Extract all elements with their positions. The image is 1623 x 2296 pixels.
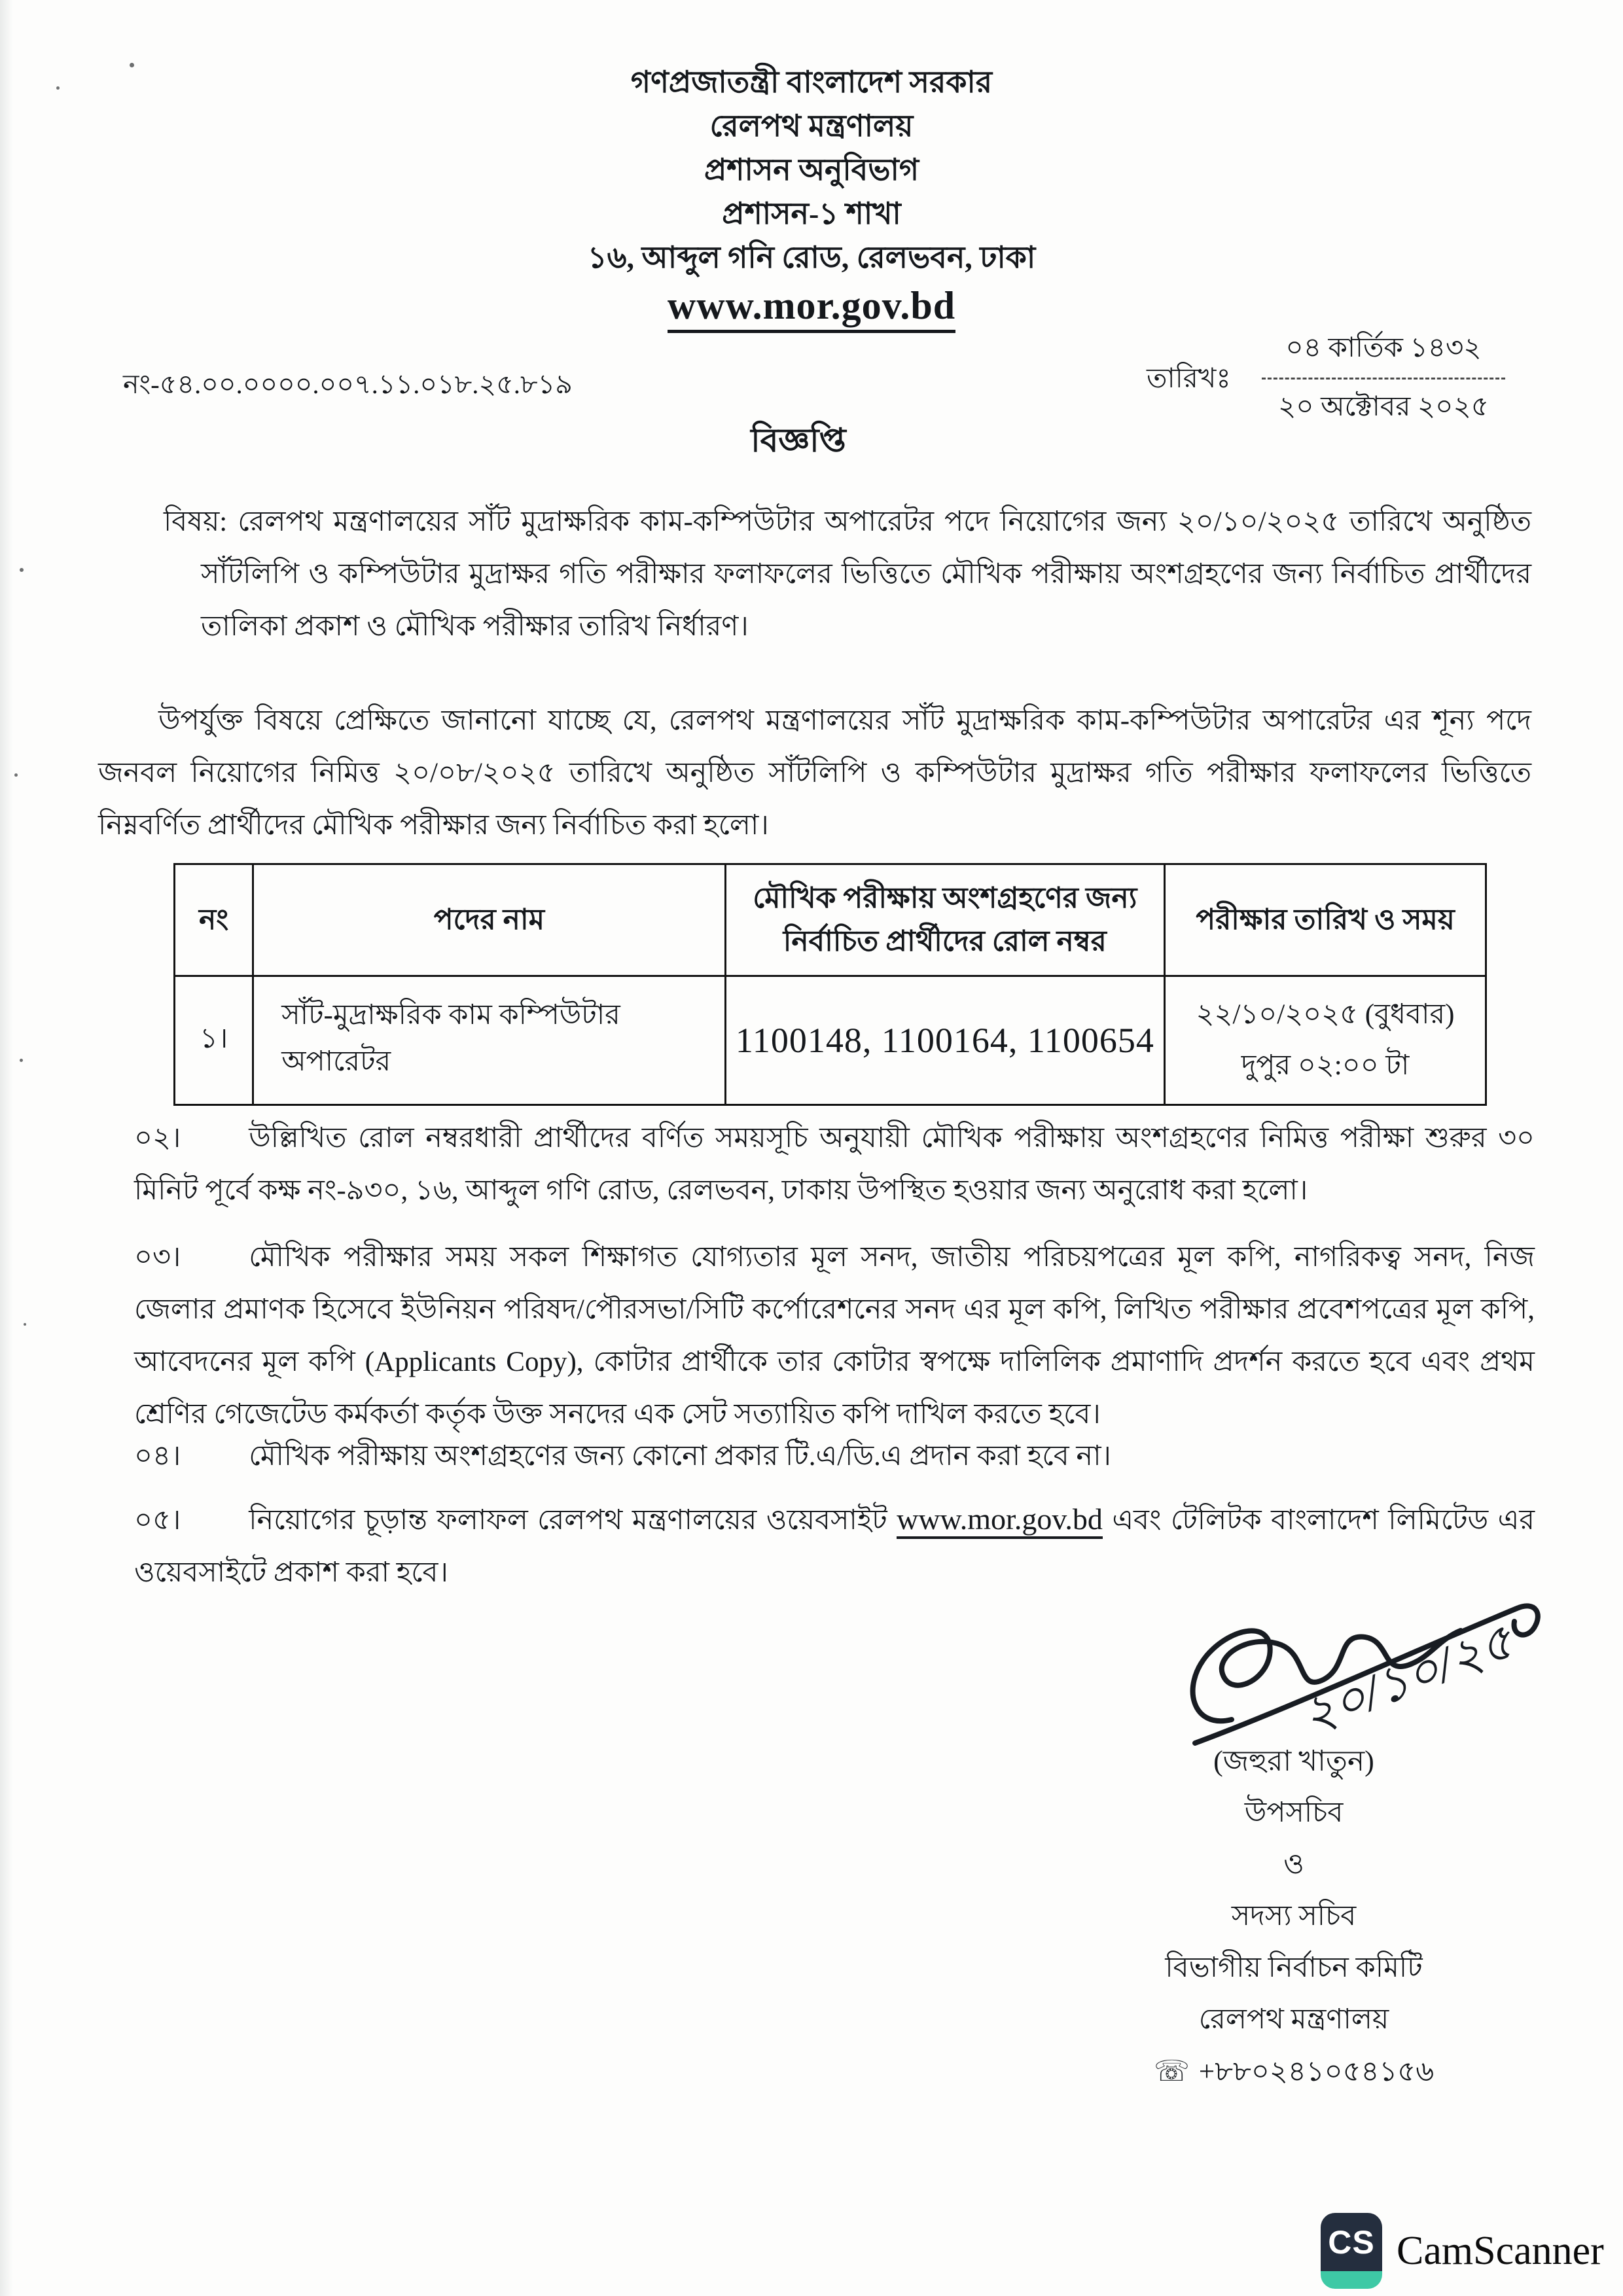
date-bangla: ০৪ কার্তিক ১৪৩২ — [1262, 326, 1505, 380]
camscanner-watermark — [1321, 2213, 1604, 2289]
signatory-ministry: রেলপথ মন্ত্রণালয় — [1198, 2004, 1389, 2035]
subject-paragraph — [164, 496, 1531, 653]
camscanner-logo-strip — [1321, 2271, 1382, 2289]
viva-schedule-table — [173, 863, 1487, 1106]
phone-number: +৮৮০২৪১০৫৪১৫৬ — [1198, 2057, 1435, 2087]
exam-time: দুপুর ০২:০০ টা — [1241, 1050, 1410, 1081]
signatory-designation-1: উপসচিব — [1244, 1797, 1344, 1828]
exam-date: ২২/১০/২০২৫ (বুধবার) — [1196, 999, 1455, 1030]
notice-title: বিজ্ঞপ্তি — [751, 422, 846, 459]
paragraph-03-text: মৌখিক পরীক্ষার সময় সকল শিক্ষাগত যোগ্যতার মূল সনদ, জাতীয় পরিচয়পত্রের মূল কপি, নাগরিকত্ব সনদ, নিজ জেলার প্রমাণক হিসেবে ইউনিয়ন পরিষদ/পৌরসভা/সিটি কর্পোরেশনের সনদ এর মূল কপি, লিখিত পরীক্ষার প্রবেশপত্রের মূল কপি, আবেদনের মূল কপি (Applicants Copy), কোটার প্রার্থীকে তার কোটার স্বপক্ষে দালিলিক প্রমাণাদি প্রদর্শন করতে হবে এবং প্রথম শ্রেণির গেজেটেড কর্মকর্তা কর্তৃক উক্ত সনদের এক সেট সত্যায়িত কপি দাখিল করতে হবে। — [134, 1242, 1535, 1430]
header-exam-datetime: পরীক্ষার তারিখ ও সময় — [1165, 864, 1486, 976]
paragraph-05-number: ০৫। — [134, 1505, 181, 1536]
scan-speck — [24, 1323, 26, 1326]
header-serial: নং — [175, 864, 253, 976]
table-row — [175, 976, 1486, 1105]
paragraph-05-text-before: নিয়োগের চূড়ান্ত ফলাফল রেলপথ মন্ত্রণালয়ের ওয়েবসাইট — [249, 1505, 897, 1536]
date-gregorian: ২০ অক্টোবর ২০২৫ — [1277, 392, 1489, 422]
website-link-inline: www.mor.gov.bd — [897, 1502, 1103, 1539]
govt-name: গণপ্রজাতন্ত্রী বাংলাদেশ সরকার — [630, 65, 993, 99]
paragraph-02 — [134, 1112, 1535, 1217]
section-name: প্রশাসন-১ শাখা — [722, 197, 901, 230]
paragraph-05-text-after: এবং টেলিটক বাংলাদেশ লিমিটেড এর ওয়েবসাইটে প্রকাশ করা হবে। — [134, 1505, 1535, 1588]
scan-speck — [14, 773, 18, 777]
subject-label: বিষয়: — [164, 506, 228, 537]
phone-icon: ☏ — [1153, 2055, 1190, 2088]
paragraph-04 — [134, 1430, 1535, 1483]
signatory-designation-2: সদস্য সচিব — [1231, 1901, 1357, 1932]
signatory-conjunction: ও — [1283, 1849, 1304, 1880]
camscanner-logo-icon — [1321, 2213, 1382, 2289]
scan-speck — [20, 568, 24, 572]
cell-roll-numbers: 1100148, 1100164, 1100654 — [725, 976, 1164, 1105]
letterhead — [0, 60, 1623, 333]
memo-number: নং-৫৪.০০.০০০০.০০৭.১১.০১৮.২৫.৮১৯ — [123, 369, 573, 399]
camscanner-brand-text: CamScanner — [1397, 2228, 1604, 2273]
signatory-committee: বিভাগীয় নির্বাচন কমিটি — [1165, 1952, 1423, 1983]
division-name: প্রশাসন অনুবিভাগ — [704, 153, 919, 186]
cell-serial: ১। — [175, 976, 253, 1105]
scan-speck — [20, 1059, 23, 1062]
paragraph-04-number: ০৪। — [134, 1441, 181, 1472]
paragraph-03-number: ০৩। — [134, 1242, 181, 1273]
subject-text: রেলপথ মন্ত্রণালয়ের সাঁট মুদ্রাক্ষরিক কাম-কম্পিউটার অপারেটর পদে নিয়োগের জন্য ২০/১০/২০২৫ তারিখে অনুষ্ঠিত সাঁটলিপি ও কম্পিউটার মুদ্রাক্ষর গতি পরীক্ষার ফলাফলের ভিত্তিতে মৌখিক পরীক্ষায় অংশগ্রহণের জন্য নির্বাচিত প্রার্থীদের তালিকা প্রকাশ ও মৌখিক পরীক্ষার তারিখ নির্ধারণ। — [201, 506, 1531, 642]
camscanner-logo-initials: CS — [1321, 2213, 1382, 2271]
website-url: www.mor.gov.bd — [668, 283, 955, 333]
intro-paragraph: উপর্যুক্ত বিষয়ে প্রেক্ষিতে জানানো যাচ্ছে যে, রেলপথ মন্ত্রণালয়ের সাঁট মুদ্রাক্ষরিক কাম-কম্পিউটার অপারেটর এর শূন্য পদে জনবল নিয়োগের নিমিত্ত ২০/০৮/২০২৫ তারিখে অনুষ্ঠিত সাঁটলিপি ও কম্পিউটার মুদ্রাক্ষর গতি পরীক্ষার ফলাফলের ভিত্তিতে নিম্নবর্ণিত প্রার্থীদের মৌখিক পরীক্ষার জন্য নির্বাচিত করা হলো। — [98, 705, 1531, 841]
signatory-name: (জহুরা খাতুন) — [1213, 1745, 1374, 1777]
paragraph-02-text: উল্লিখিত রোল নম্বরধারী প্রার্থীদের বর্ণিত সময়সূচি অনুযায়ী মৌখিক পরীক্ষায় অংশগ্রহণের নিমিত্ত পরীক্ষা শুরুর ৩০ মিনিট পূর্বে কক্ষ নং-৯৩০, ১৬, আব্দুল গণি রোড, রেলভবন, ঢাকায় উপস্থিত হওয়ার জন্য অনুরোধ করা হলো। — [134, 1123, 1535, 1206]
table-header-row — [175, 864, 1486, 976]
date-label: তারিখঃ — [1147, 364, 1231, 394]
phone-row — [1065, 2045, 1523, 2098]
paragraph-03 — [134, 1231, 1535, 1441]
ministry-name: রেলপথ মন্ত্রণালয় — [709, 109, 914, 143]
header-roll-numbers: মৌখিক পরীক্ষায় অংশগ্রহণের জন্য নির্বাচিত প্রার্থীদের রোল নম্বর — [725, 864, 1164, 976]
date-stack — [1262, 326, 1505, 431]
paragraph-04-text: মৌখিক পরীক্ষায় অংশগ্রহণের জন্য কোনো প্রকার টি.এ/ডি.এ প্রদান করা হবে না। — [249, 1441, 1111, 1472]
signature-block — [1065, 1735, 1523, 2098]
cell-post-name: সাঁট-মুদ্রাক্ষরিক কাম কম্পিউটার অপারেটর — [253, 976, 725, 1105]
paragraph-02-number: ০২। — [134, 1123, 181, 1154]
cell-exam-datetime — [1165, 976, 1486, 1105]
header-post-name: পদের নাম — [253, 864, 725, 976]
signature-handwritten-date: ২০/১০/২৫ — [1294, 1614, 1522, 1744]
office-address: ১৬, আব্দুল গনি রোড, রেলভবন, ঢাকা — [587, 241, 1036, 274]
